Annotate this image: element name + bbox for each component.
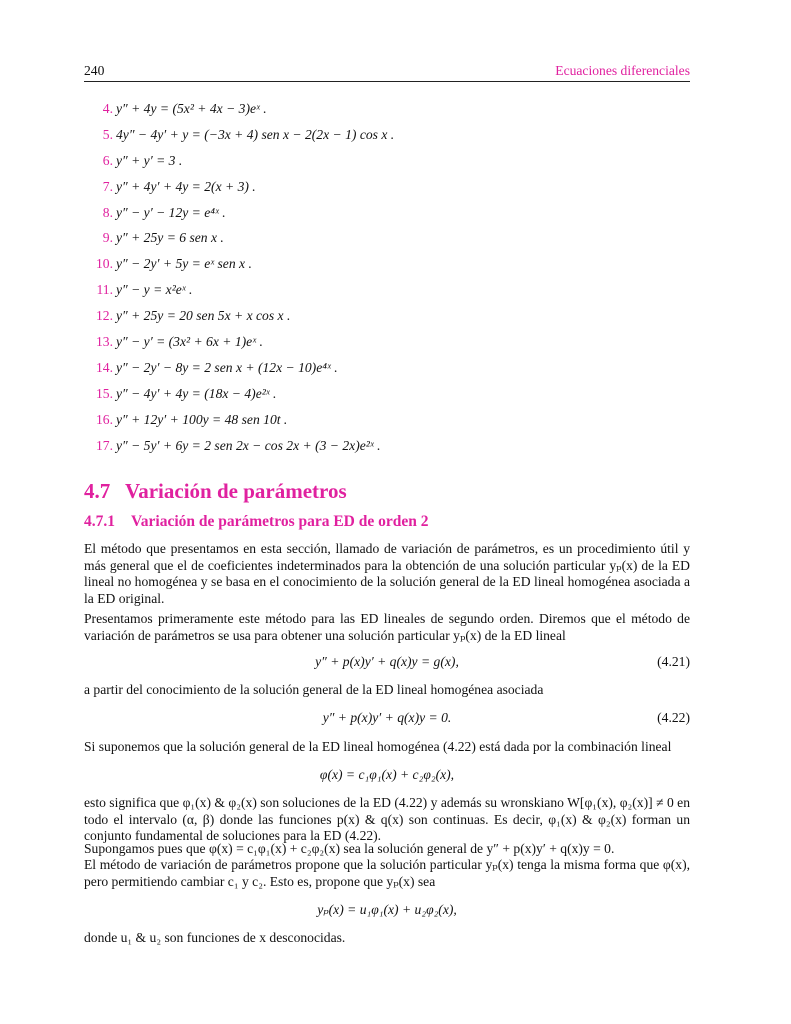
equation-phi [84,767,690,785]
exercise-item [84,205,690,231]
exercise-number[interactable]: 4. [102,101,113,116]
exercise-equation: y″ − y = x²eˣ . [116,282,193,298]
exercise-equation: y″ + 4y = (5x² + 4x − 3)eˣ . [116,101,267,116]
exercise-equation: y″ − y′ = (3x² + 6x + 1)eˣ . [116,334,263,350]
exercise-item [84,438,690,464]
exercise-equation: y″ + y′ = 3 . [116,152,183,168]
exercise-item [84,256,690,282]
exercise-number[interactable]: 9. [102,230,113,246]
exercise-equation: y″ − 4y′ + 4y = (18x − 4)e²ˣ . [116,385,277,401]
exercise-item [84,127,690,153]
equation-body: φ(x) = c₁φ₁(x) + c₂φ₂(x), [319,767,455,782]
exercise-equation: y″ − 2y′ + 5y = eˣ sen x . [116,256,252,272]
exercise-number[interactable]: 14. [96,359,113,375]
exercise-number[interactable]: 11. [96,282,113,298]
exercise-equation: y″ + 25y = 6 sen x . [116,230,224,246]
paragraph-unknowns: donde u₁ & u₂ son funciones de x desconocidas. [84,930,346,945]
paragraph-general-solution: Supongamos pues que φ(x) = c₁φ₁(x) + c₂φ₂(x) sea la solución general de y″ + p(x)y′ + q(x)y = 0. [84,841,615,856]
exercise-item [84,282,690,308]
equation-body: y″ + p(x)y′ + q(x)y = 0. [322,710,452,725]
exercise-number[interactable]: 8. [102,204,113,220]
page-number: 240 [84,63,105,78]
subsection-title: Variación de parámetros para ED de orden 2 [131,513,429,530]
paragraph-suppose: Si suponemos que la solución general de la ED lineal homogénea (4.22) está dada por la combinación lineal [84,739,672,754]
exercise-number[interactable]: 12. [96,308,113,324]
exercise-number[interactable]: 5. [102,126,113,142]
equation-yp [84,902,690,920]
document-page [84,0,690,1024]
paragraph-wronskian: esto significa que φ₁(x) & φ₂(x) son soluciones de la ED (4.22) y además su wronskiano W[φ₁(x), φ₂(x)] ≠ 0 en todo el intervalo (α, β) donde las funciones p(x) & q(x) son continuas. Es decir, φ₁(x) & φ₂(x) forman un conjunto fundamental de soluciones para la ED (4.22). [84,795,690,844]
equation-body: yₚ(x) = u₁φ₁(x) + u₂φ₂(x), [317,902,457,917]
subsection-heading [84,513,429,532]
exercise-item [84,308,690,334]
exercise-equation: y″ + 12y′ + 100y = 48 sen 10t . [116,411,288,427]
exercise-equation: y″ − y′ − 12y = e⁴ˣ . [116,204,226,220]
equation-tag[interactable]: (4.21) [657,654,690,669]
equation-4-22 [84,710,690,728]
page-header [84,63,690,82]
exercise-item [84,101,690,127]
paragraph-homogeneous: a partir del conocimiento de la solución general de la ED lineal homogénea asociada [84,682,544,697]
exercise-number[interactable]: 16. [96,411,113,427]
exercise-equation: y″ − 5y′ + 6y = 2 sen 2x − cos 2x + (3 − 2x)e²ˣ . [116,437,381,453]
exercise-number[interactable]: 10. [96,256,113,272]
running-title: Ecuaciones diferenciales [555,63,690,78]
section-title: Variación de parámetros [125,479,347,503]
exercise-item [84,153,690,179]
exercise-number[interactable]: 13. [96,334,113,350]
exercise-item [84,386,690,412]
equation-tag[interactable]: (4.22) [657,710,690,725]
exercise-item [84,230,690,256]
exercise-list [84,101,690,463]
section-heading [84,479,347,505]
paragraph-intro: El método que presentamos en esta sección, llamado de variación de parámetros, es un procedimiento útil y más general que el de coeficientes indeterminados para la obtención de una solución particular yₚ(x) de la ED lineal no homogénea y se basa en el conocimiento de la solución general de la ED lineal homogénea asociada a la ED original. [84,541,690,606]
paragraph-proposal: El método de variación de parámetros propone que la solución particular yₚ(x) tenga la misma forma que φ(x), pero permitiendo cambiar c₁ y c₂. Esto es, propone que yₚ(x) sea [84,857,690,889]
exercise-item [84,179,690,205]
exercise-item [84,412,690,438]
subsection-number: 4.7.1 [84,513,115,530]
exercise-equation: y″ + 4y′ + 4y = 2(x + 3) . [116,178,256,194]
section-number: 4.7 [84,479,111,503]
equation-4-21 [84,654,690,672]
exercise-equation: 4y″ − 4y′ + y = (−3x + 4) sen x − 2(2x − 1) cos x . [116,126,395,142]
exercise-equation: y″ − 2y′ − 8y = 2 sen x + (12x − 10)e⁴ˣ . [116,359,338,375]
exercise-number[interactable]: 7. [102,178,113,194]
exercise-equation: y″ + 25y = 20 sen 5x + x cos x . [116,308,291,324]
paragraph-method: Presentamos primeramente este método para las ED lineales de segundo orden. Diremos que el método de variación de parámetros se usa para obtener una solución particular yₚ(x) de la ED lineal [84,611,690,643]
equation-body: y″ + p(x)y′ + q(x)y = g(x), [315,654,459,669]
exercise-item [84,360,690,386]
exercise-number[interactable]: 6. [102,152,113,168]
exercise-number[interactable]: 17. [96,437,113,453]
exercise-item [84,334,690,360]
exercise-number[interactable]: 15. [96,385,113,401]
